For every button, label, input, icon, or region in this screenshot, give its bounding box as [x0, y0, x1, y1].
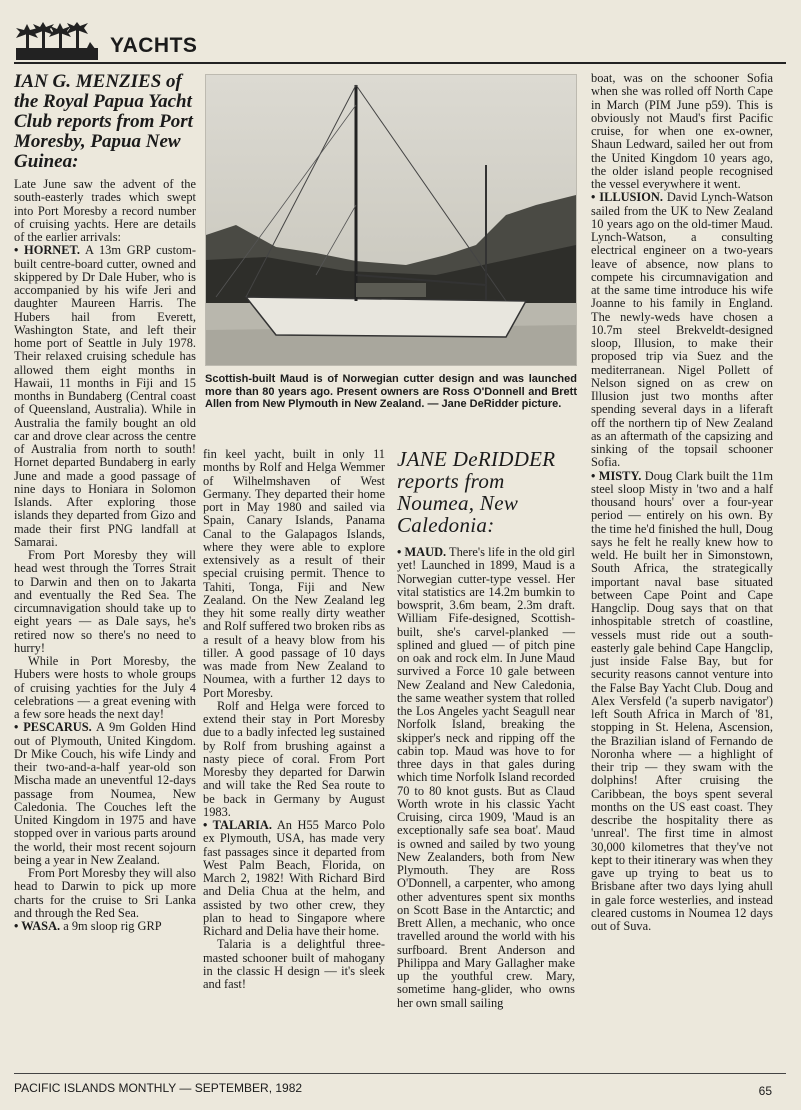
middle-paragraph: Talaria is a delightful three-masted schooner built of mahogany in the classic H design — it's sleek and fast!: [203, 937, 385, 991]
middle-paragraph: Rolf and Helga were forced to extend their stay in Port Moresby due to a badly infected leg sustained by Rolf from brushing against a nasty piece of coral. From Port Moresby they departed for Darwin and will take the Red Sea route to be back in Germany by August 1983.: [203, 698, 385, 819]
item-name: • PESCARUS.: [14, 720, 92, 735]
item-name: • WASA.: [14, 919, 61, 933]
left-paragraph: • PESCARUS. A 9m Golden Hind out of Plymouth, United Kingdom. Dr Mike Couch, his wife Lindy and their two-and-a-half year-old son Mischa made an uneventful 12-days passage from Noumea, New Caledonia. The Couches left the United Kingdom in 1975 and have stopped over in various parts around the world, their most recent sojourn being a year in New Zealand.: [14, 720, 196, 867]
middle-column: [203, 448, 385, 991]
right-column: [591, 72, 773, 933]
left-paragraph: • HORNET. A 13m GRP custom-built centre-board cutter, owned and skippered by Dr Dale Huber, who is accompanied by his wife Jeri and daughter Maureen Harris. The Hubers hail from Everett, Washington State, and left their home port of Seattle in July 1978. Their relaxed cruising schedule has allowed them eight months in Hawaii, 11 months in Fiji and 15 months in Bundaberg (Central coast of Queensland, Australia). While in Australia the family bought an old car and drove clear across the centre of Australia from north to south! Hornet departed Bundaberg in early June and made a good passage of nine days to Honiara in Solomon Islands. After exploring those islands they departed from Gizo and made their first PNG landfall at Samarai.: [14, 243, 196, 549]
left-paragraph: While in Port Moresby, the Hubers were hosts to whole groups of cruising yachties for the July 4 celebrations — a great evening with a few sore heads the next day!: [14, 654, 196, 721]
middle-paragraph: fin keel yacht, built in only 11 months by Rolf and Helga Wemmer of Wilhelmshaven of West Germany. They departed their home port in May 1980 and sailed via Spain, Canary Islands, Panama Canal to the Galapagos Islands, where they were able to explore extensively as a result of their special cruising permit. Thence to Tahiti, Tonga, Fiji and New Zealand. On the New Zealand leg they hit some really dirty weather and Rolf suffered two broken ribs as a result of a heavy blow from his tiller. A good passage of 10 days was made from New Zealand to Noumea, with a further 12 days to Port Moresby.: [203, 447, 385, 700]
left-paragraph: From Port Moresby they will head west through the Torres Strait to Darwin and then on to Jakarta and eventually the Red Sea. The circumnavigation should take up to eight years — as Dale says, he's retired now so there's no need to hurry!: [14, 548, 196, 655]
right-paragraph: boat, was on the schooner Sofia when she was rolled off North Cape in March (PIM June p59). This is obviously not Maud's first Pacific cruise, for when one ex-owner, Shaun Ledward, sailed her out from the United Kingdom 10 years ago, the older island people recognised the vessel everywhere it went.: [591, 71, 773, 191]
jane-column: [397, 448, 575, 1010]
right-paragraph: • ILLUSION. David Lynch-Watson sailed from the UK to New Zealand 10 years ago on the old-timer Maud. Lynch-Watson, a consulting electrical engineer on a two-years leave of absence, now plans to compete his circumnavigation and at the same time introduce his wife Joanne to his family in England. The newly-weds have chosen a 10.7m steel Brekveldt-designed sloop, Illusion, to make their proposed trip via Suez and the mediterranean. Nigel Pollett of Nelson signed on as crew on Illusion just two months after spending several days in a liferaft off the northern tip of New Zealand as an aftermath of the capsizing and sinking of the topsail schooner Sofia.: [591, 190, 773, 470]
sailing-yacht-photo: [206, 75, 576, 365]
left-column: [14, 72, 196, 933]
left-paragraph: From Port Moresby they will also head to Darwin to pick up more charts for the cruise to Sri Lanka and through the Red Sea.: [14, 866, 196, 920]
header-rule: [14, 62, 786, 64]
right-paragraph: • MISTY. Doug Clark built the 11m steel sloop Misty in 'two and a half thousand hours' over a four-year period — entirely on his own. By the time he'd finished the hull, Doug says he felt he really knew how to weld. He built her in Simonstown, South Africa, the strategically important naval base situated between Cape Point and Cape Hangclip. Doug says that on that inhospitable stretch of coastline, vessels must ride out a south-easterly gale behind Cape Hangclip, just inside False Bay, but for security reasons cannot venture into the False Bay Yacht Club. Doug and Alex Versfeld ('a superb navigator') left South Africa in March of '81, stopping in St. Helena, Ascension, the Brazilian island of Fernando de Noronha where — a highlight of their trip — they swam with the dolphins! After cruising the Caribbean, the boys spent several months on the US east coast. They describe the hospitality there as 'unreal'. The first time in almost 30,000 kilometres that they've not kept to their itinerary was when they gave up trying to beat us to Brisbane after two days lying ahull in gale force westerlies, and instead cleared customs in Noumea 12 days out of Suva.: [591, 468, 774, 933]
item-name: • HORNET.: [14, 243, 80, 258]
item-name: • TALARIA.: [203, 818, 272, 832]
item-name: • MAUD.: [397, 545, 447, 559]
left-paragraph: Late June saw the advent of the south-easterly trades which swept into Port Moresby a record number of cruising yachts. Here are details of the earlier arrivals:: [14, 177, 196, 244]
item-name: • MISTY.: [591, 468, 642, 483]
footer-rule: [14, 1073, 786, 1074]
menzies-headline: IAN G. MENZIES of the Royal Papua Yacht Club reports from Port Moresby, Papua New Guinea:: [14, 71, 193, 172]
section-title: YACHTS: [110, 34, 198, 57]
page-number: 65: [758, 1084, 772, 1098]
section-header: [14, 22, 786, 64]
photo-caption: Scottish-built Maud is of Norwegian cutter design and was launched more than 80 years ago. Present owners are Ross O'Donnell and Brett Allen from New Plymouth in New Zealand. — Jane DeRidder picture.: [205, 373, 577, 411]
publication-line: PACIFIC ISLANDS MONTHLY — SEPTEMBER, 1982: [14, 1081, 303, 1095]
item-name: • ILLUSION.: [591, 190, 663, 205]
left-paragraph: • WASA. a 9m sloop rig GRP: [14, 919, 162, 933]
palm-trees-logo-icon: [16, 22, 98, 60]
yacht-photo: [205, 74, 577, 366]
jane-paragraph: • MAUD. There's life in the old girl yet! Launched in 1899, Maud is a Norwegian cutter-type vessel. Her vital statistics are 14.2m bumkin to bowsprit, 3.6m beam, 2.3m draft. William Fife-designed, Scottish-built, she's carvel-planked — splined and glued — of pitch pine on oak and rock elm. In June Maud survived a Force 10 gale between New Zealand and New Caledonia, the same weather system that rolled the Los Angeles yacht Seagull near Norfolk Island, breaking the skipper's neck and ripping off the cabin top. Maud was hove to for three days in that gales during which time Norfolk Island recorded 70 to 80 knot gusts. But as Claud Worth wrote in his classic Yacht Cruising, circa 1909, 'Maud is an exceptionally safe sea boat'. Maud is owned and sailed by two young New Zealanders, both from New Plymouth. They are Ross O'Donnell, a carpenter, who among other adventures spent six months on Scott Base in the Antarctic; and Brett Allen, a mechanic, who once travelled around the world with his surfboard. Brent Anderson and Philippa and Mary Gallagher make up the youthful crew. Mary, sometime hang-glider, who owns her own small sailing: [397, 545, 575, 1010]
middle-paragraph: • TALARIA. An H55 Marco Polo ex Plymouth, USA, has made very fast passages since it departed from West Palm Beach, Florida, on March 2, 1982! With Richard Bird and Delia Chua at the helm, and assisted by two other crew, they plan to head to Singapore where Richard and Delia have their home.: [203, 818, 385, 938]
deridder-headline: JANE DeRIDDER reports from Noumea, New Caledonia:: [397, 447, 556, 537]
